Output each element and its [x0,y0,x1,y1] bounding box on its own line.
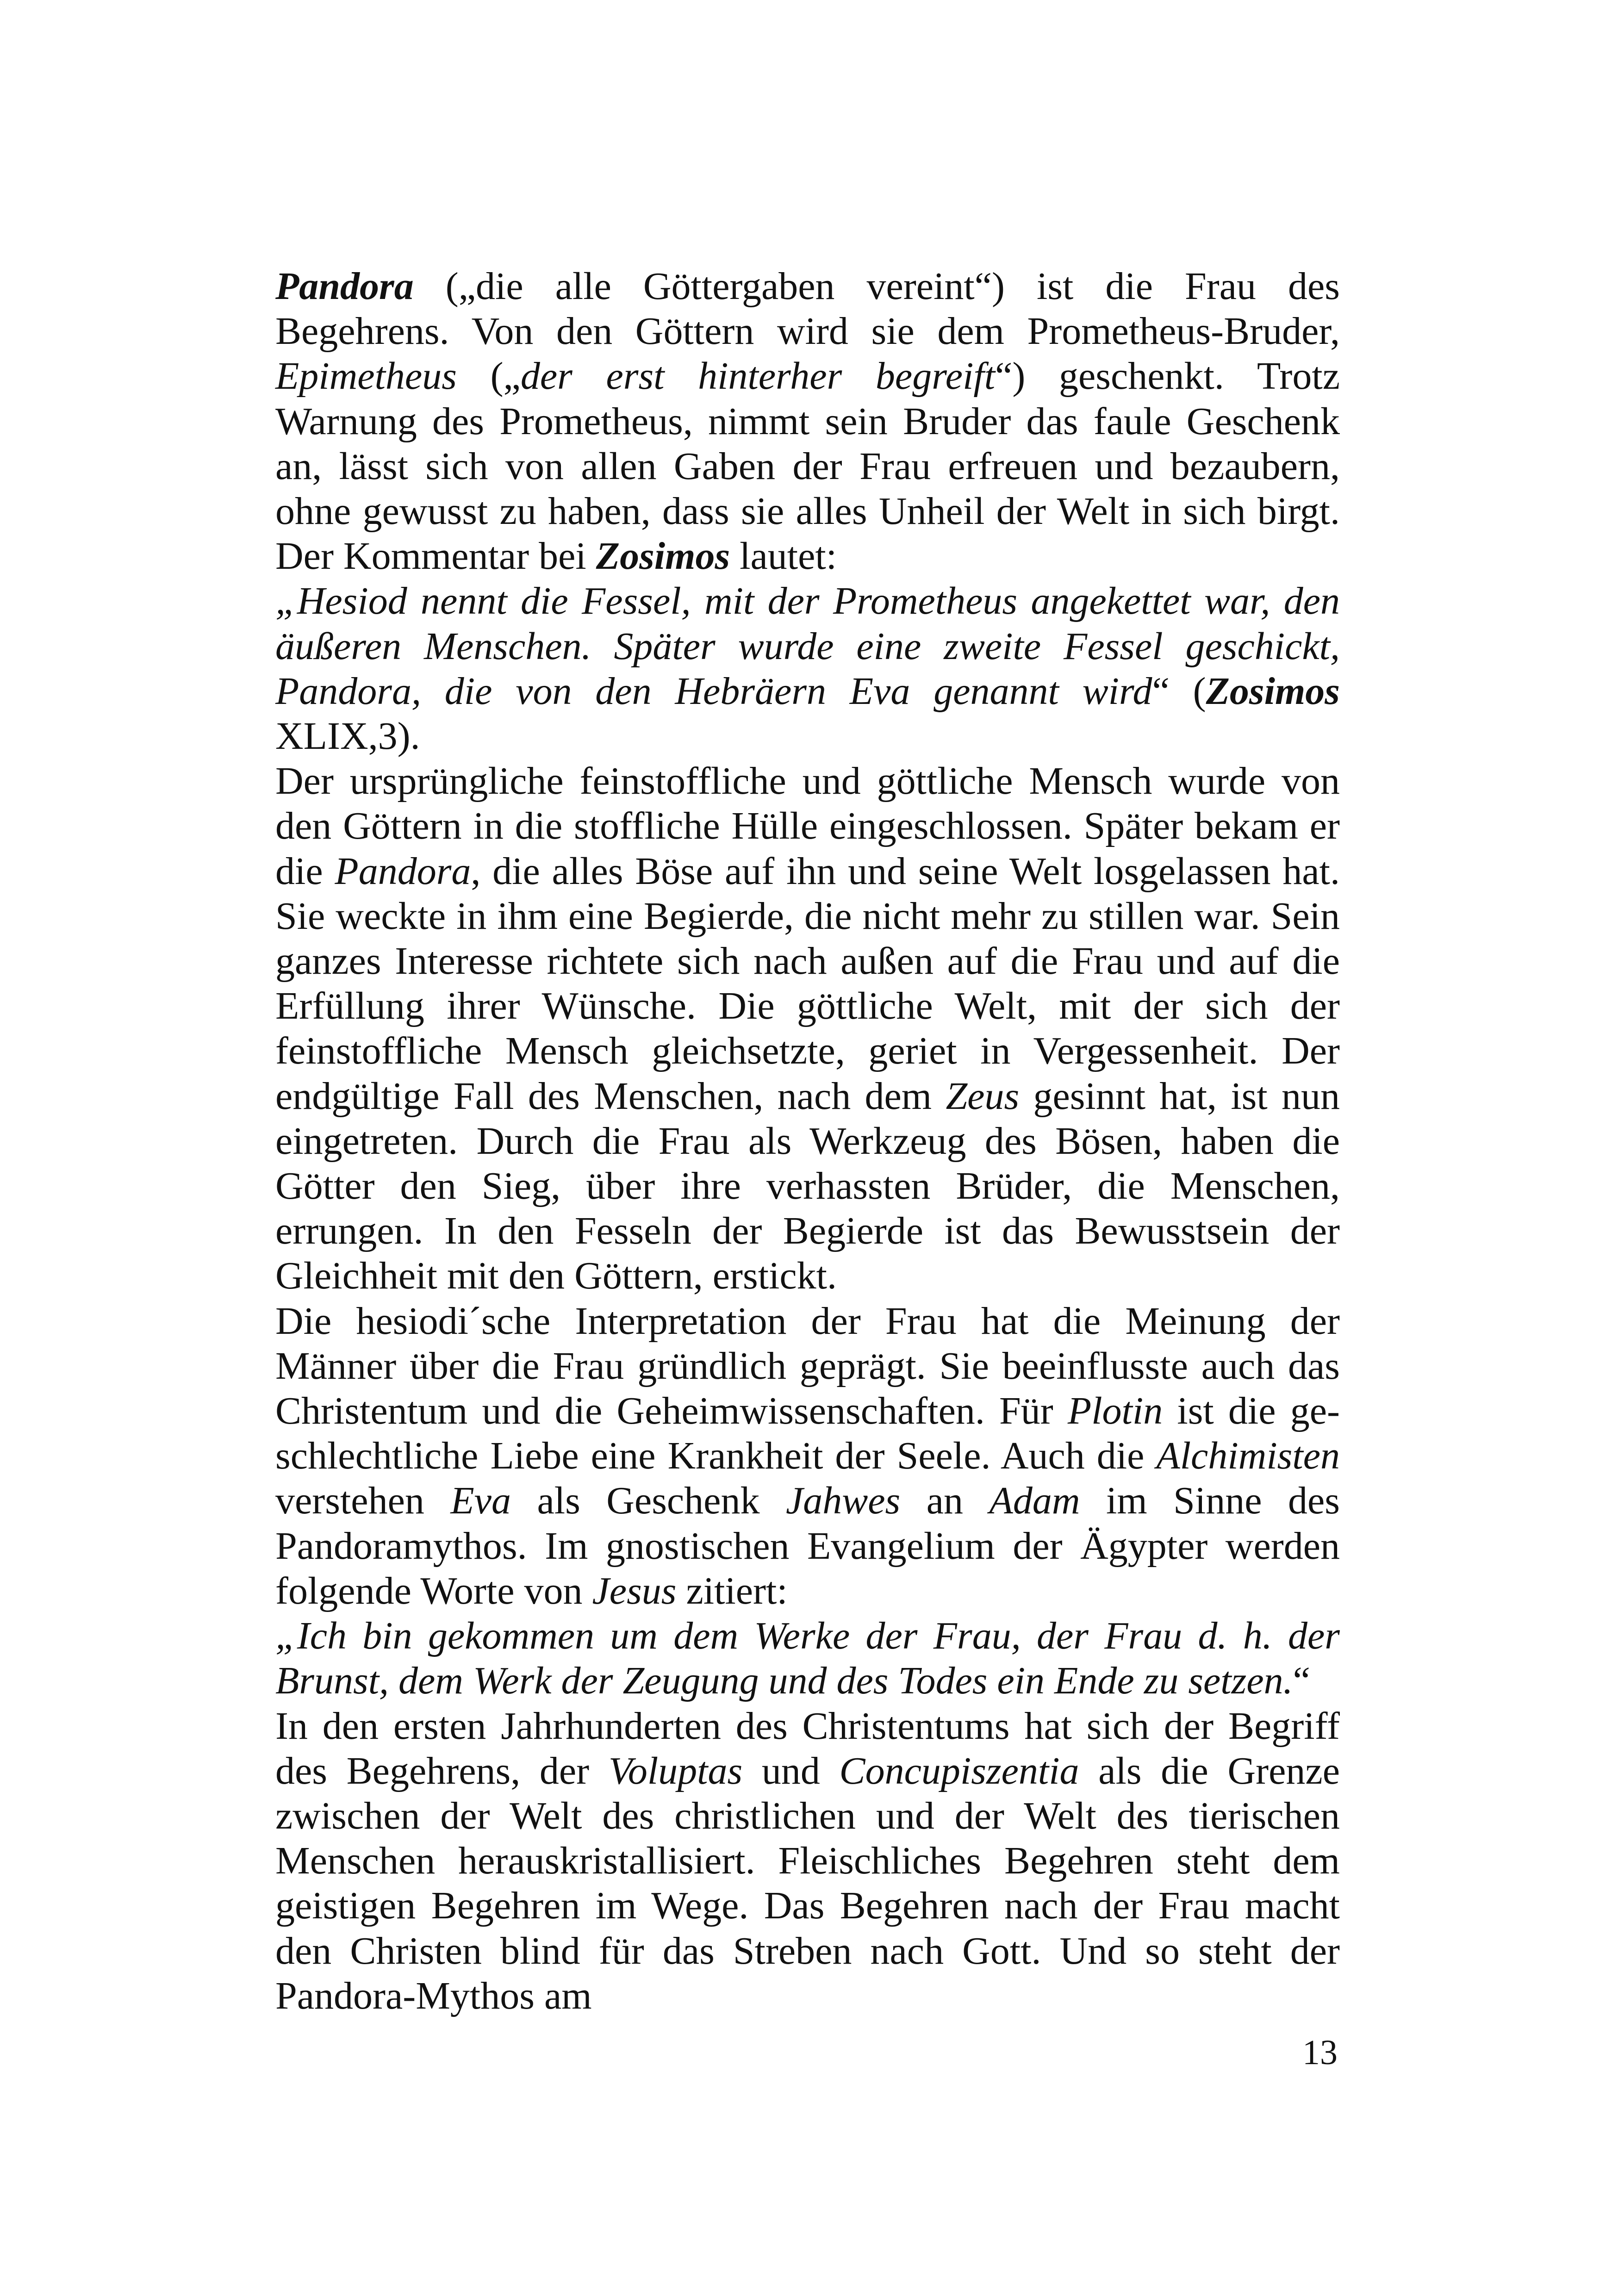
text-run: gesinnt hat, ist nun eingetreten. Durch die Frau als Werkzeug des Bösen, haben die Götter den Sieg, über ihre verhassten Brüder, die Menschen, errungen. In den Fesseln der Begierde ist das Bewusstsein der Gleichheit mit den Göttern, erstickt. [275,1074,1340,1298]
emphasis-name: Zosimos [1206,669,1340,713]
page-number: 13 [1302,2033,1338,2072]
paragraph-hesiodic-interpretation [275,1299,1340,1613]
text-run: XLIX,3). [275,715,420,758]
text-run: im Sinne des Pandoramythos. Im gnostischen Evangelium der Ägypter werden folgende Worte von [275,1479,1340,1612]
text-run: als Geschenk [510,1479,786,1523]
italic-text: Jesus [592,1569,677,1612]
paragraph-pandora-intro [275,264,1340,579]
paragraph-fall-of-man [275,759,1340,1298]
text-run: , die alles Böse auf ihn und seine Welt losgelassen hat. Sie weckte in ihm eine Begierde, die nicht mehr zu stillen war. Sein ganzes Interesse richtete sich nach außen auf die Frau und auf die Erfüllung ihrer Wünsche. Die göttliche Welt, mit der sich der feinstoffliche Mensch gleichsetzte, geriet in Vergessenheit. Der endgültige Fall des Menschen, nach dem [275,849,1340,1118]
italic-text: Pandora [335,849,471,893]
text-run: “ ( [1152,669,1206,713]
text-run: Der ursprüngliche feinstoffliche und göttliche Mensch wurde von den Göttern in die stoffliche Hülle eingeschlossen. Später bekam er die [275,759,1340,893]
text-run: verstehen [275,1479,451,1523]
text-run: ist die geschlechtliche Liebe eine Krankheit der Seele. Auch die [275,1389,1340,1478]
italic-text: Jahwes [785,1479,901,1523]
text-run: an [900,1479,989,1523]
italic-text: Alchimisten [1156,1434,1340,1478]
text-run: als die Grenze zwischen der Welt des christlichen und der Welt des tierischen Menschen herauskristallisiert. Fleischliches Begehren steht dem geistigen Begehren im Wege. Das Begehren nach der Frau macht den Christen blind für das Streben nach Gott. Und so steht der Pandora-Mythos am [275,1749,1340,2017]
quote-jesus [275,1613,1340,1703]
italic-text: Concupiszentia [839,1749,1079,1792]
italic-text: „Hesiod nennt die Fessel, mit der Prometheus angekettet war, den äußeren Menschen. Später wurde eine zweite Fessel geschickt, Pandora, die von den Hebräern Eva genannt wird [275,579,1340,713]
italic-text: Plotin [1067,1389,1163,1433]
emphasis-name: Pandora [275,265,414,308]
italic-text: der erst hinterher begreift [520,355,996,398]
paragraph-christianity [275,1704,1340,2018]
body-text [275,264,1340,2018]
text-run: („ [456,355,521,398]
text-run: lautet: [730,535,837,578]
text-run: zitiert: [676,1569,788,1612]
text-run: “ [1293,1659,1310,1703]
italic-text: Zeus [946,1074,1020,1118]
italic-text: Eva [450,1479,511,1523]
italic-text: Voluptas [608,1749,743,1792]
text-run: und [742,1749,840,1792]
italic-text: Epimetheus [275,355,457,398]
text-run: („die alle Göttergaben vereint“) ist die Frau des Begehrens. Von den Göttern wird sie dem Prometheus-Bruder, [275,265,1340,353]
italic-text: Adam [989,1479,1080,1523]
text-run: Die hesiodi´sche Interpretation der Frau hat die Meinung der Männer über die Frau gründlich geprägt. Sie beeinflusste auch das Christentum und die Geheimwissenschaften. Für [275,1299,1340,1433]
quote-zosimos [275,579,1340,759]
text-run: In den ersten Jahrhunderten des Christentums hat sich der Begriff des Begehrens, der [275,1704,1340,1792]
text-run: “) geschenkt. Trotz Warnung des Prometheus, nimmt sein Bruder das faule Geschenk an, lässt sich von allen Gaben der Frau erfreuen und bezaubern, ohne gewusst zu haben, dass sie alles Unheil der Welt in sich birgt. Der Kommentar bei [275,355,1340,578]
italic-text: „Ich bin gekommen um dem Werke der Frau, der Frau d. h. der Brunst, dem Werk der Zeugung und des Todes ein Ende zu setzen. [275,1614,1340,1703]
emphasis-name: Zosimos [596,535,730,578]
